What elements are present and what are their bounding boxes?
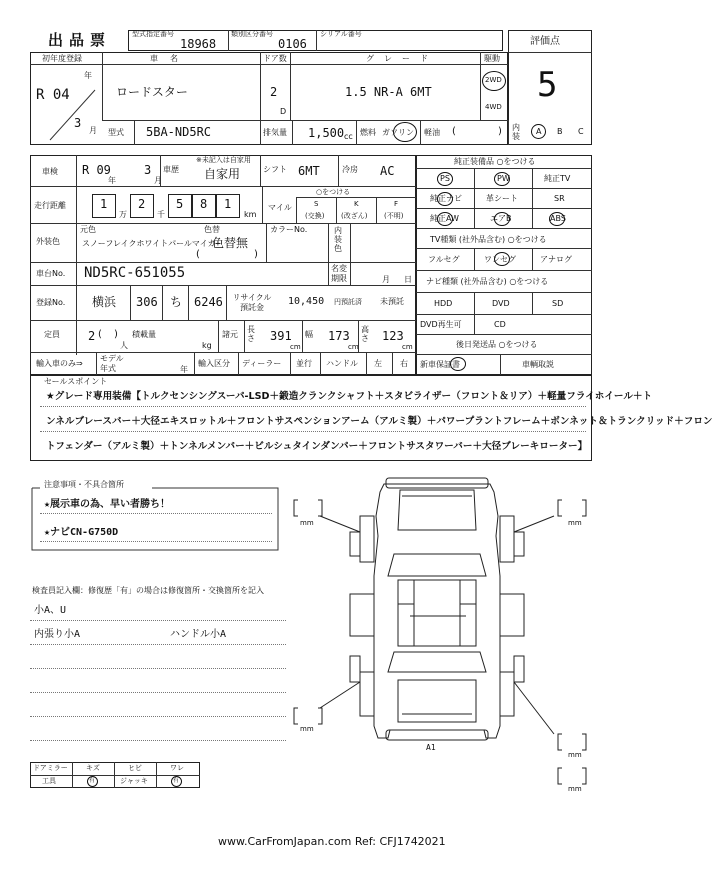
equip-ps-circle — [437, 172, 453, 186]
mileage-type-k: K — [354, 200, 359, 208]
equip-airbag: エアB — [490, 214, 512, 223]
docs-warranty: 新車保証書 — [420, 360, 460, 369]
legend-jack-has: 有 — [173, 777, 180, 784]
car-name: ロードスター — [116, 85, 188, 99]
interior-c: C — [578, 127, 584, 136]
legend-break: ワレ — [170, 764, 184, 772]
color-code-label: カラーNo. — [270, 225, 308, 234]
sales-line-1: ★グレード専用装備【トルクセンシングスーパ-LSD＋鍛造クランクシャフト＋スタビライザー（フロント＆リア）＋軽量フライホイール＋ト — [46, 391, 653, 402]
legend-scratch: キズ — [86, 764, 100, 772]
mileage-digit-3: 5 — [176, 197, 184, 211]
legend-tool-has: 有 — [89, 777, 96, 784]
len-unit: cm — [290, 343, 301, 351]
notes-line-1: ★展示車の為、早い者勝ち！ — [44, 499, 171, 510]
footer-watermark: www.CarFromJapan.com Ref: CFJ1742021 — [218, 835, 446, 848]
legend-mirror: ドアミラー — [33, 764, 68, 772]
height: 123 — [382, 329, 404, 343]
reg-kana: ち — [170, 295, 183, 309]
inspector-line-1: 小A、U — [34, 605, 67, 616]
equip-sr: SR — [554, 194, 565, 203]
interior-b: B — [557, 127, 563, 136]
mileage-digit-4: 8 — [200, 197, 208, 211]
interior-circle — [531, 124, 546, 139]
navi-dvd-play: DVD再生可 — [420, 320, 462, 329]
len-label: 長さ — [247, 325, 255, 343]
inspection-month: 3 — [144, 163, 152, 177]
inspection-y-unit: 年 — [108, 176, 116, 185]
equip-pw: PW — [497, 174, 510, 183]
mileage-type-s: S — [314, 200, 319, 208]
model-year-unit: 年 — [180, 365, 188, 374]
equip-navi: 純正ナビ — [430, 194, 462, 203]
docs-manual: 車輌取説 — [522, 360, 554, 369]
fuel-circle — [393, 122, 417, 142]
navi-hdd: HDD — [434, 299, 453, 308]
mileage-type-exchange: (交換) — [305, 212, 325, 220]
doors-label: ドア数 — [263, 54, 287, 63]
name-change-month: 月 — [382, 275, 390, 284]
handle-label: ハンドル — [326, 359, 358, 368]
mileage-type-unknown: (不明) — [384, 212, 404, 220]
reg-area: 横浜 — [92, 295, 117, 309]
mileage-type-mile: マイル — [268, 203, 292, 212]
first-reg-year: R 04 — [36, 87, 70, 103]
equip-label: 純正装備品 ○をつける — [454, 157, 536, 166]
recycle-no: 未預託 — [380, 297, 404, 306]
color-change: 色替無 — [212, 236, 249, 250]
recycle-unit: 円預託済 — [334, 298, 362, 306]
mileage-type-f: F — [394, 200, 399, 208]
type-no-label: 型式指定番号 — [132, 30, 174, 38]
inner-color-label: 内装色 — [334, 226, 342, 253]
name-change-label: 名変期限 — [331, 264, 347, 283]
load-label: 積載量 — [132, 330, 156, 339]
equip-ps: PS — [440, 174, 450, 183]
equip-navi-circle — [437, 192, 453, 206]
import-class-label: 輸入区分 — [198, 359, 230, 368]
tv-oneseg: ワンセグ — [484, 255, 516, 264]
year-unit: 年 — [84, 71, 92, 80]
color-paren-close: ) — [254, 249, 258, 260]
legend-jack: ジャッキ — [120, 777, 148, 785]
equip-abs: ABS — [550, 214, 566, 223]
equip-leather: 革シート — [486, 194, 518, 203]
color-paren-open: ( — [196, 249, 200, 260]
capacity-unit: 人 — [120, 341, 128, 350]
height-unit: cm — [402, 343, 413, 351]
shift-label: シフト — [263, 165, 287, 174]
model-year-label: モデル年式 — [100, 354, 124, 373]
height-label: 高さ — [361, 325, 369, 343]
model-label: 型式 — [108, 128, 124, 137]
diagram-mm-5: mm — [568, 785, 582, 793]
capacity-paren: ( — [98, 329, 102, 340]
load-unit: kg — [202, 341, 212, 350]
equip-airbag-circle — [494, 212, 510, 226]
diagram-a1: A1 — [426, 743, 436, 752]
sales-line-3: トフェンダー（アルミ製）＋トンネルメンバー＋ビルシュタインダンパー＋フロントサスタワーバー＋大径ブレーキローター】 — [46, 441, 588, 452]
equip-tv: 純正TV — [544, 174, 571, 183]
import-dealer: ディーラー — [242, 359, 282, 368]
category-note: ※未記入は自家用 — [196, 156, 251, 164]
capacity-label: 定員 — [44, 330, 60, 339]
fuel-other: ( — [452, 126, 456, 137]
doors-sub: D — [280, 107, 287, 116]
fuel-gas: ガソリン — [382, 128, 414, 137]
interior-label: 内装 — [512, 123, 520, 141]
fuel-label: 燃料 — [360, 128, 376, 137]
diagram-mm-4: mm — [568, 751, 582, 759]
handle-left: 左 — [374, 359, 382, 368]
class-no-label: 類別区分番号 — [231, 30, 273, 38]
displacement: 1,500 — [308, 126, 345, 140]
tv-oneseg-circle — [494, 252, 510, 266]
navi-sd: SD — [552, 299, 564, 308]
name-change-day: 日 — [404, 275, 412, 284]
legend-crack: ヒビ — [128, 764, 142, 772]
sen-unit: 千 — [157, 210, 165, 219]
equip-abs-circle — [549, 212, 565, 226]
displacement-label: 排気量 — [263, 128, 287, 137]
shift: 6MT — [298, 164, 320, 178]
chassis-label: 車台No. — [36, 269, 66, 278]
doors: 2 — [270, 85, 278, 99]
mileage-digit-5: 1 — [224, 197, 232, 211]
navi-dvd: DVD — [492, 299, 510, 308]
score-label: 評価点 — [530, 36, 560, 47]
cc-unit: cc — [344, 132, 353, 141]
capacity: 2 — [88, 329, 96, 343]
serial-label: シリアル番号 — [320, 30, 362, 38]
import-label: 輸入車のみ⇒ — [36, 359, 83, 368]
drive-2wd: 2WD — [485, 76, 502, 84]
recycle-label: リサイクル預託金 — [232, 293, 272, 312]
interior-a: A — [536, 127, 542, 136]
navi-label: ナビ種類 (社外品含む) ○をつける — [426, 277, 549, 286]
mileage-label: 走行距離 — [34, 201, 66, 210]
diagram-mm-3: mm — [300, 725, 314, 733]
car-name-label: 車名 — [150, 54, 190, 63]
color-label: 外装色 — [36, 237, 60, 246]
man-unit: 万 — [119, 210, 127, 219]
width-label: 幅 — [305, 330, 313, 339]
inspection-label: 車検 — [42, 167, 58, 176]
mileage-type-tampered: (改ざん) — [341, 212, 368, 220]
grade: 1.5 NR-A 6MT — [345, 85, 432, 99]
drive-4wd: 4WD — [485, 103, 502, 111]
recycle-amount: 10,450 — [288, 296, 325, 307]
first-reg-label: 初年度登録 — [42, 54, 82, 63]
category: 自家用 — [204, 167, 241, 181]
fuel-diesel: 軽油 — [424, 128, 440, 137]
ac: AC — [380, 164, 395, 178]
diagram-mm-2: mm — [568, 519, 582, 527]
inspector-line-2-extra: ハンドル小A — [170, 629, 227, 640]
docs-label: 後日発送品 ○をつける — [456, 340, 538, 349]
size-label: 諸元 — [222, 330, 238, 339]
sheet-title: 出品票 — [48, 31, 112, 49]
inspector-line-2: 内張り小A — [34, 629, 81, 640]
notes-frame — [30, 484, 280, 554]
km-unit: km — [244, 210, 257, 219]
reg-class: 306 — [136, 295, 158, 309]
mileage-check-label: ○をつける — [316, 188, 351, 196]
model: 5BA-ND5RC — [146, 125, 212, 139]
width-unit: cm — [348, 343, 359, 351]
category-label: 車歴 — [163, 165, 179, 174]
ac-label: 冷房 — [342, 165, 358, 174]
drive-label: 駆動 — [484, 54, 500, 63]
color-change-label: 色替 — [204, 225, 220, 234]
tv-analog: アナログ — [540, 255, 572, 264]
tv-label: TV種類 (社外品含む) ○をつける — [430, 235, 547, 244]
class-no: 0106 — [278, 37, 307, 51]
grade-label: グレード — [366, 54, 438, 63]
equip-aw-circle — [437, 212, 453, 226]
equip-pw-circle — [494, 172, 510, 186]
color-orig-label: 元色 — [80, 225, 96, 234]
notes-line-2: ★ナビCN-G750D — [44, 527, 119, 538]
inspection-m-unit: 月 — [154, 176, 162, 185]
score-value: 5 — [537, 65, 558, 105]
capacity-paren-close: ) — [114, 329, 118, 340]
len: 391 — [270, 329, 292, 343]
month-unit: 月 — [89, 126, 97, 135]
first-reg-month: 3 — [74, 116, 82, 130]
import-parallel: 並行 — [296, 359, 312, 368]
navi-cd: CD — [494, 320, 506, 329]
tv-fullseg: フルセグ — [428, 255, 460, 264]
reg-num: 6246 — [194, 295, 223, 309]
inspection-year: R 09 — [82, 163, 111, 177]
mileage-digit-2: 2 — [138, 197, 146, 211]
reg-label: 登録No. — [36, 298, 66, 307]
sales-line-2: ンネルブレースバー＋大径エキスロットル＋フロントサスペンションアーム（アルミ製）＋パワープラントフレーム＋ボンネット＆トランクリッド＋フロン — [46, 416, 713, 427]
fuel-other-close: ) — [498, 126, 502, 137]
car-diagram — [290, 476, 592, 816]
equip-aw: 純正AW — [430, 214, 459, 223]
docs-warranty-circle — [450, 357, 466, 371]
inspector-label: 検査員記入欄：修復歴「有」の場合は修復箇所・交換箇所を記入 — [32, 586, 264, 595]
color-name: スノーフレイクホワイトパールマイカ+ — [82, 239, 221, 248]
diagram-mm-1: mm — [300, 519, 314, 527]
sales-label: セールスポイント — [44, 377, 108, 386]
chassis-no: ND5RC-651055 — [84, 265, 186, 281]
width: 173 — [328, 329, 350, 343]
legend-tool: 工具 — [42, 777, 56, 785]
mileage-digit-1: 1 — [100, 197, 108, 211]
type-no: 18968 — [180, 37, 217, 51]
notes-label: 注意事項・不具合箇所 — [44, 480, 124, 489]
handle-right: 右 — [400, 359, 408, 368]
